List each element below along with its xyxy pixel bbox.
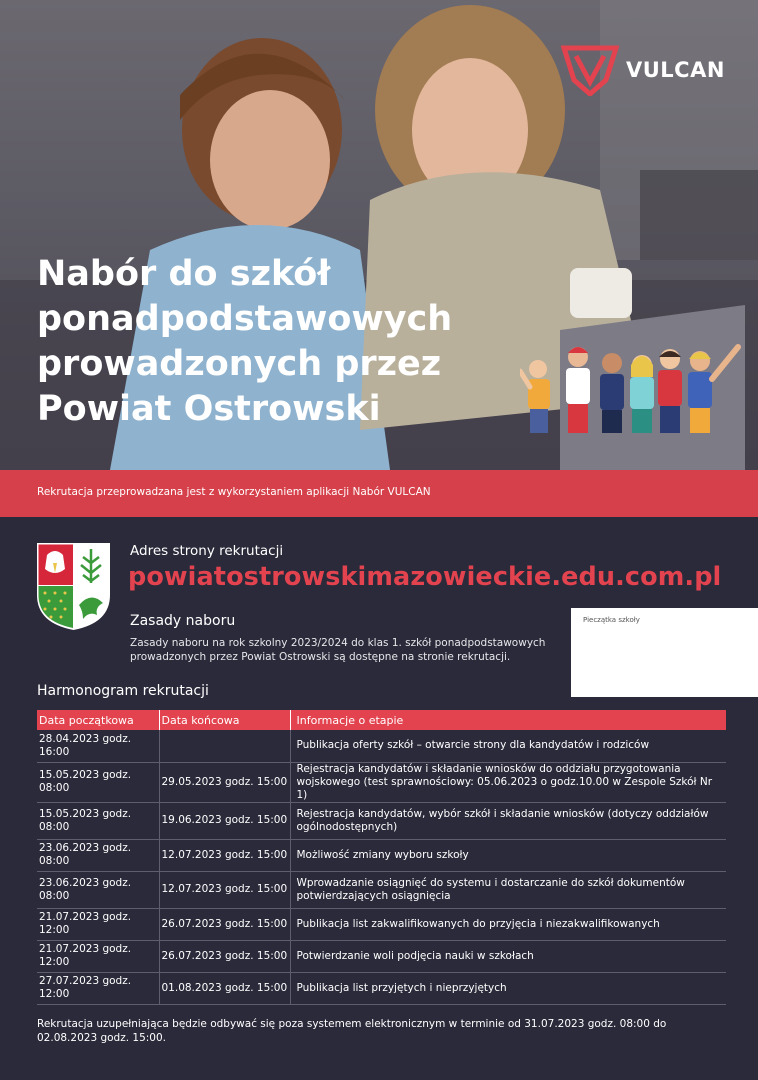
hero-photo: [0, 0, 758, 470]
table-row: [37, 871, 726, 908]
cell-start: 23.06.2023 godz. 08:00: [37, 839, 159, 871]
table-row: [37, 802, 726, 839]
cell-start: 28.04.2023 godz. 16:00: [37, 730, 159, 762]
rules-text: Zasady naboru na rok szkolny 2023/2024 do klas 1. szkół ponadpodstawowych prowadzonych przez Powiat Ostrowski są dostępne na stronie rekrutacji.: [130, 637, 546, 663]
table-row: [37, 972, 726, 1004]
school-stamp-box: [571, 608, 758, 697]
info-banner: [0, 470, 758, 517]
cell-end: 12.07.2023 godz. 15:00: [159, 871, 290, 908]
cell-start: 15.05.2023 godz. 08:00: [37, 802, 159, 839]
cell-start: 23.06.2023 godz. 08:00: [37, 871, 159, 908]
cell-info: Wprowadzanie osiągnięć do systemu i dostarczanie do szkół dokumentów potwierdzających osiągnięcia: [290, 871, 726, 908]
table-row: [37, 762, 726, 802]
cell-end: 01.08.2023 godz. 15:00: [159, 972, 290, 1004]
footer-note: Rekrutacja uzupełniająca będzie odbywać się poza systemem elektronicznym w terminie od 31.07.2023 godz. 08:00 do 02.08.2023 godz. 15:00.: [37, 1018, 667, 1044]
vulcan-logo-text: VULCAN: [626, 58, 725, 82]
cell-start: 27.07.2023 godz. 12:00: [37, 972, 159, 1004]
column-header-info: Informacje o etapie: [290, 710, 726, 730]
recruitment-url-link[interactable]: powiatostrowskimazowieckie.edu.com.pl: [128, 562, 722, 592]
title-line: ponadpodstawowych: [37, 299, 453, 339]
cell-info: Rejestracja kandydatów, wybór szkół i składanie wniosków (dotyczy oddziałów ogólnodostępnych): [290, 802, 726, 839]
cell-start: 21.07.2023 godz. 12:00: [37, 940, 159, 972]
table-row: [37, 940, 726, 972]
cell-info: Publikacja list przyjętych i nieprzyjętych: [290, 972, 726, 1004]
table-row: [37, 839, 726, 871]
column-header-end: Data końcowa: [159, 710, 290, 730]
cell-info: Możliwość zmiany wyboru szkoły: [290, 839, 726, 871]
coat-of-arms-icon: [37, 543, 110, 630]
title-line: Powiat Ostrowski: [37, 389, 381, 429]
cell-info: Potwierdzanie woli podjęcia nauki w szkołach: [290, 940, 726, 972]
cell-info: Rejestracja kandydatów i składanie wniosków do oddziału przygotowania wojskowego (test sprawnościowy: 05.06.2023 o godz.10.00 w Zespole Szkół Nr 1): [290, 762, 726, 802]
table-header-row: [37, 710, 726, 730]
info-banner-text: Rekrutacja przeprowadzana jest z wykorzystaniem aplikacji Nabór VULCAN: [37, 486, 431, 498]
school-stamp-label: Pieczątka szkoły: [583, 616, 640, 624]
rules-heading: Zasady naboru: [130, 613, 236, 629]
vulcan-logo: [560, 44, 725, 96]
cell-end: 12.07.2023 godz. 15:00: [159, 839, 290, 871]
cell-end: 19.06.2023 godz. 15:00: [159, 802, 290, 839]
column-header-start: Data początkowa: [37, 710, 159, 730]
title-line: Nabór do szkół: [37, 254, 331, 294]
schedule-table: [37, 710, 726, 1005]
cell-start: 15.05.2023 godz. 08:00: [37, 762, 159, 802]
table-row: [37, 730, 726, 762]
cell-start: 21.07.2023 godz. 12:00: [37, 908, 159, 940]
title-line: prowadzonych przez: [37, 344, 442, 384]
cell-info: Publikacja list zakwalifikowanych do przyjęcia i niezakwalifikowanych: [290, 908, 726, 940]
schedule-heading: Harmonogram rekrutacji: [37, 683, 209, 699]
vulcan-shield-icon: [560, 44, 620, 96]
cell-info: Publikacja oferty szkół – otwarcie strony dla kandydatów i rodziców: [290, 730, 726, 762]
cell-end: 29.05.2023 godz. 15:00: [159, 762, 290, 802]
table-row: [37, 908, 726, 940]
cell-end: 26.07.2023 godz. 15:00: [159, 908, 290, 940]
students-illustration: [520, 343, 745, 435]
cell-end: 26.07.2023 godz. 15:00: [159, 940, 290, 972]
cell-end: [159, 730, 290, 762]
address-label: Adres strony rekrutacji: [130, 543, 284, 559]
page-title: [37, 252, 507, 432]
